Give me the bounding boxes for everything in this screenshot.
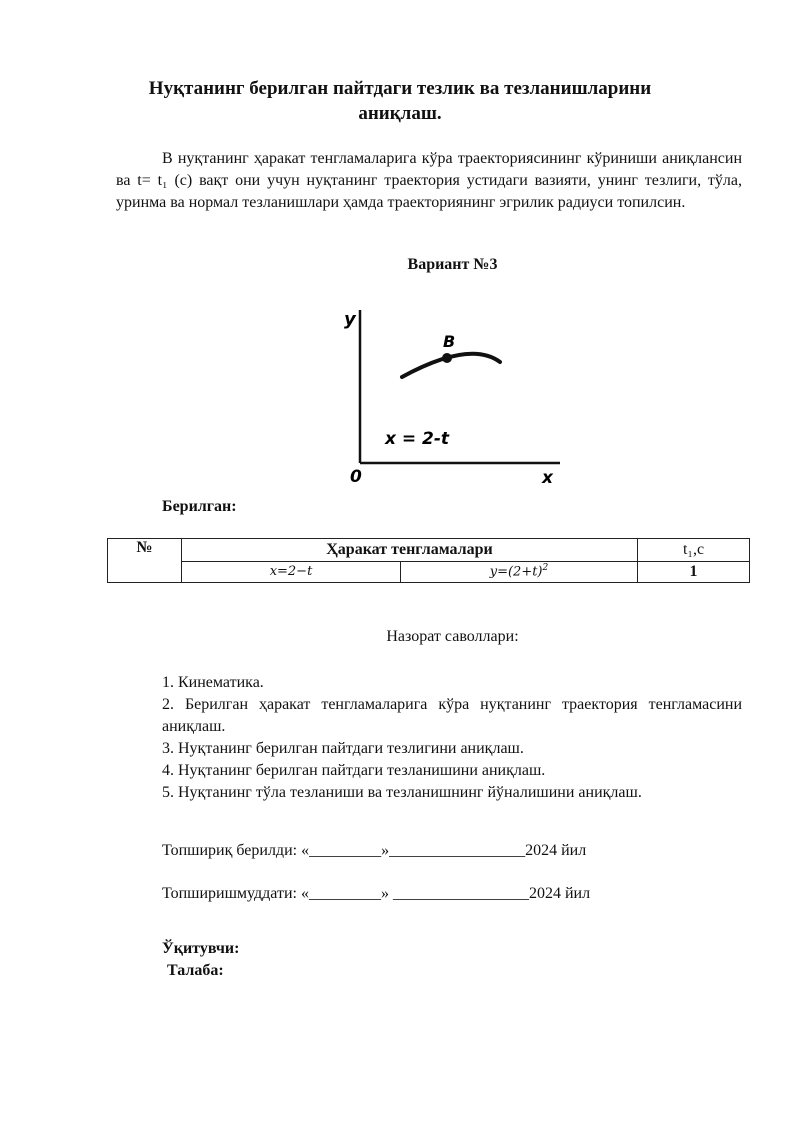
student-label: Талаба:: [167, 962, 224, 979]
questions-list: [162, 672, 742, 804]
list-item: 1. Кинематика.: [162, 674, 264, 691]
deadline-date-line: Топширишмуддати: «_________» _________________2024 йил: [162, 885, 591, 902]
table-header-row: [108, 539, 750, 562]
teacher-label: Ўқитувчи:: [162, 940, 240, 957]
table-header-number: №: [108, 539, 182, 583]
table-header-equations: Ҳаракат тенгламалари: [182, 539, 638, 562]
equations-table: [107, 538, 750, 583]
equation-label: x = 2-t: [385, 429, 450, 449]
x-equation-cell: [182, 562, 401, 583]
task-description: В нуқтанинг ҳаракат тенгламаларига кўра траекториясининг кўриниши аниқлансин ва t= t₁ (c) вақт они учун нуқтанинг траектория устидаги вазияти, унинг тезлиги, тўла, уринма ва нормал тезланишлари ҳамда траекториянинг эгрилик радиуси топилсин.: [116, 150, 742, 211]
time-value-cell: 1: [638, 562, 750, 583]
point-b-marker: [442, 353, 452, 363]
y-equation-exponent: 2: [542, 563, 549, 574]
list-item: 3. Нуқтанинг берилган пайтдаги тезлигини аниқлаш.: [162, 740, 524, 757]
assigned-date-line: Топшириқ берилди: «_________»_________________2024 йил: [162, 842, 587, 859]
given-label: Берилган:: [162, 498, 237, 515]
table-row: [108, 562, 750, 583]
list-item: 2. Берилган ҳаракат тенгламаларига кўра нуқтанинг траектория тенгламасини аниқлаш.: [162, 696, 742, 735]
point-b-label: B: [443, 332, 456, 351]
list-item: 5. Нуқтанинг тўла тезланиши ва тезланишнинг йўналишини аниқлаш.: [162, 784, 642, 801]
page-title: Нуқтанинг берилган пайтдаги тезлик ва тезланишларини аниқлаш.: [148, 78, 652, 124]
trajectory-figure: [330, 300, 570, 490]
list-item: 4. Нуқтанинг берилган пайтдаги тезланишини аниқлаш.: [162, 762, 546, 779]
y-axis-label: y: [344, 309, 356, 330]
variant-heading: Вариант №3: [407, 256, 498, 273]
y-equation-cell: [401, 562, 638, 583]
table-header-time: t₁,c: [638, 539, 750, 562]
origin-label: 0: [350, 467, 362, 487]
x-axis-label: x: [542, 468, 553, 488]
y-equation: y=(2+t): [489, 564, 543, 580]
questions-title: Назорат саволлари:: [386, 628, 519, 645]
x-equation: x=2−t: [269, 564, 313, 579]
